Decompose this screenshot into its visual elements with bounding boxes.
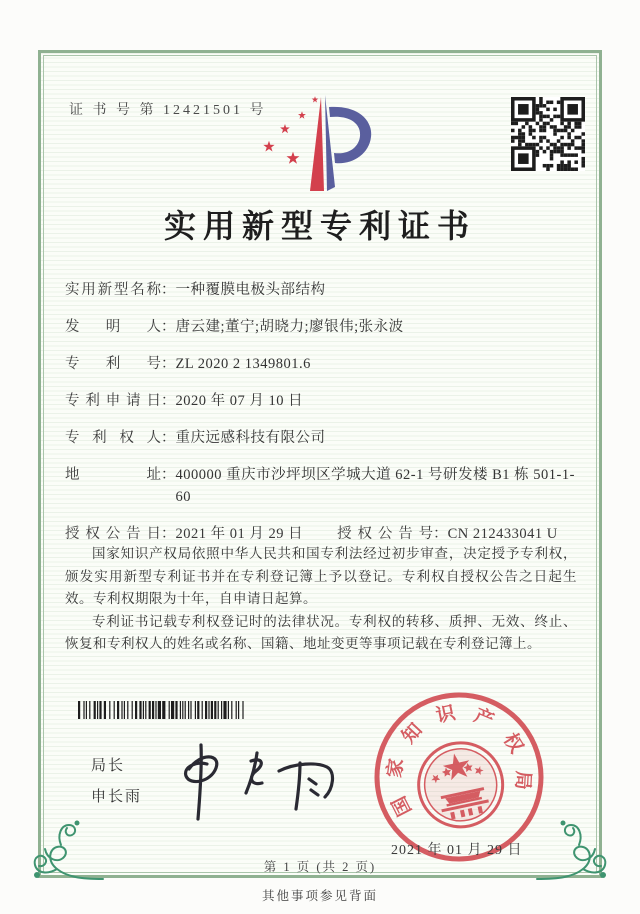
- legal-text: [65, 543, 577, 656]
- grant-date-pair: [65, 523, 303, 545]
- back-note: 其他事项参见背面: [261, 889, 378, 903]
- field-value: CN 212433041 U: [447, 526, 558, 542]
- corner-flourish-icon: [535, 815, 613, 885]
- field-list: [65, 279, 581, 545]
- logo-p-bowl: [329, 107, 371, 163]
- legal-paragraph-1: 国家知识产权局依照中华人民共和国专利法经过初步审查，决定授予专利权，颁发实用新型专利证书并在专利登记簿上予以登记。专利权自授权公告之日起生效。专利权期限为十年，自申请日起算。: [65, 546, 577, 606]
- page-number: 第 1 页 (共 2 页): [263, 860, 377, 874]
- corner-flourish-icon: [27, 815, 105, 885]
- signer-name: 申长雨: [91, 789, 143, 805]
- field-row-name: [65, 279, 581, 301]
- certificate-title: 实用新型专利证书: [163, 208, 476, 244]
- certificate-frame: [38, 50, 602, 878]
- field-label: 授权公告号: [337, 526, 434, 542]
- field-value: 2020 年 07 月 10 日: [175, 393, 304, 409]
- svg-text:局: 局: [511, 770, 534, 791]
- field-row-patent-no: [65, 353, 581, 375]
- field-value: 唐云建;董宁;胡晓力;廖银伟;张永波: [175, 319, 404, 335]
- legal-paragraph-2: 专利证书记载专利权登记时的法律状况。专利权的转移、质押、无效、终止、恢复和专利权人的姓名或名称、国籍、地址变更等事项记载在专利登记簿上。: [65, 613, 577, 651]
- barcode: [78, 701, 244, 719]
- signer-title: 局长: [91, 758, 126, 774]
- logo-stars: [263, 96, 318, 164]
- field-label: 发明人: [65, 319, 161, 335]
- grant-number-pair: [337, 523, 558, 545]
- colon: ：: [161, 393, 176, 409]
- field-label: 授权公告日: [65, 526, 161, 542]
- colon: ：: [433, 526, 448, 542]
- field-value: 重庆远感科技有限公司: [175, 430, 326, 446]
- svg-text:产: 产: [470, 705, 497, 732]
- colon: ：: [161, 319, 176, 335]
- grant-row: [65, 523, 581, 545]
- qr-code: [511, 97, 585, 171]
- logo-red-wedge: [310, 97, 324, 191]
- field-label: 地址: [65, 467, 161, 483]
- svg-text:国: 国: [388, 792, 417, 820]
- field-label: 专利申请日: [65, 393, 161, 409]
- field-row-patentee: [65, 427, 581, 449]
- field-label: 专利号: [65, 356, 161, 372]
- colon: ：: [161, 430, 176, 446]
- signer-block: [91, 751, 142, 813]
- colon: ：: [161, 282, 176, 298]
- colon: ：: [161, 526, 176, 542]
- field-value: 400000 重庆市沙坪坝区学城大道 62-1 号研发楼 B1 栋 501-1-60: [175, 467, 575, 505]
- field-value: 2021 年 01 月 29 日: [175, 526, 304, 542]
- seal-date: 2021 年 01 月 29 日: [391, 843, 523, 858]
- field-row-inventors: [65, 316, 581, 338]
- field-row-address: [65, 464, 581, 508]
- cnipa-logo-icon: [255, 87, 381, 197]
- svg-text:权: 权: [498, 729, 527, 757]
- certificate-number: 证 书 号 第 12421501 号: [69, 103, 267, 118]
- field-value: 一种覆膜电极头部结构: [175, 282, 326, 298]
- signature-shen-changyu: [159, 737, 345, 827]
- colon: ：: [161, 467, 176, 483]
- colon: ：: [161, 356, 176, 372]
- field-value: ZL 2020 2 1349801.6: [175, 356, 311, 372]
- field-label: 实用新型名称: [65, 282, 161, 298]
- field-row-filing-date: [65, 390, 581, 412]
- national-emblem: [411, 735, 511, 835]
- svg-text:家: 家: [384, 757, 408, 780]
- svg-text:知: 知: [398, 719, 427, 748]
- svg-text:识: 识: [434, 702, 458, 728]
- field-label: 专利权人: [65, 430, 161, 446]
